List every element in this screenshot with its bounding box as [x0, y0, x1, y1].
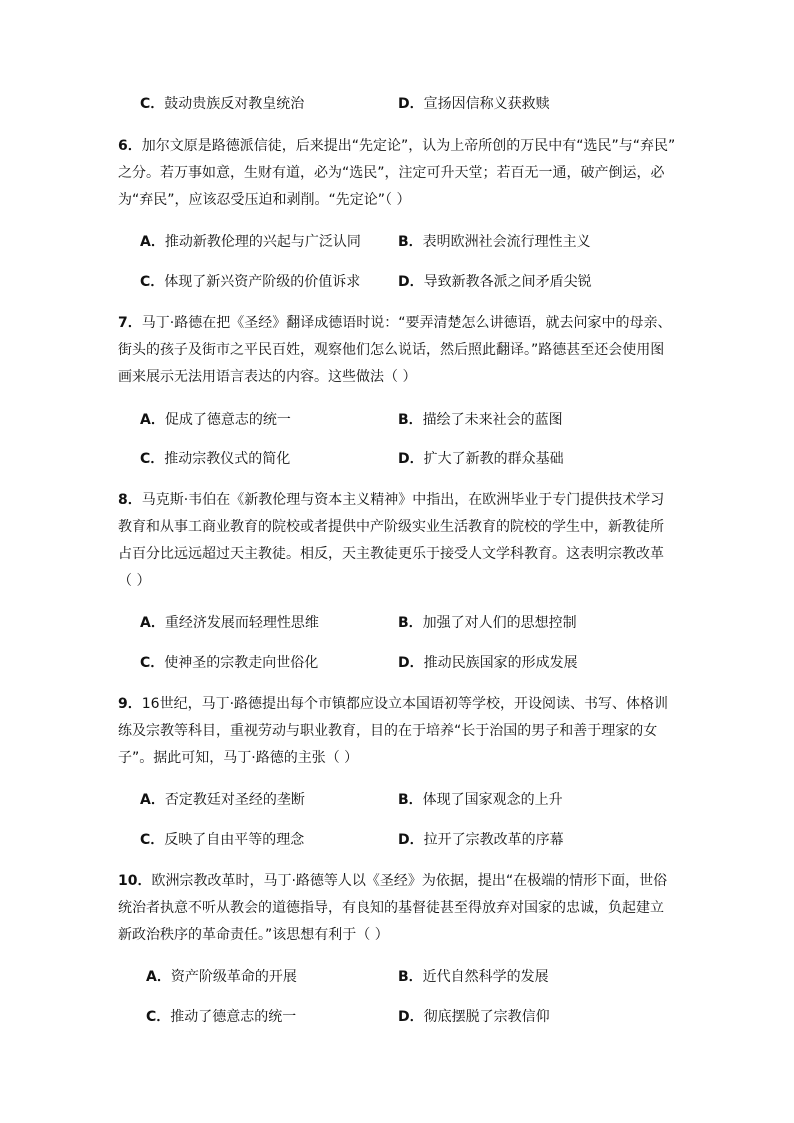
option-letter: A． [140, 412, 165, 428]
option-text: 推动民族国家的形成发展 [423, 655, 578, 671]
question-6-stem [118, 133, 678, 214]
option-a [140, 611, 319, 635]
option-d [398, 828, 564, 852]
stem-line: 教育和从事工商业教育的院校或者提供中产阶级实业生活教育的院校的学生中，新教徒所 [118, 519, 664, 535]
option-text: 否定教廷对圣经的垄断 [164, 792, 305, 808]
option-letter: A． [140, 615, 165, 631]
option-letter: A． [146, 969, 171, 985]
option-b [398, 965, 549, 989]
option-letter: B． [398, 615, 423, 631]
option-letter: C． [140, 832, 165, 848]
stem-line: 占百分比远远超过天主教徒。相反，天主教徒更乐于接受人文学科教育。这表明宗教改革 [118, 546, 664, 562]
option-letter: D． [398, 96, 424, 112]
option-letter: D． [398, 1009, 424, 1025]
option-c [140, 270, 360, 294]
question-8-stem [118, 487, 678, 595]
question-number: 6． [118, 138, 142, 154]
stem-line [118, 310, 678, 337]
option-text: 近代自然科学的发展 [422, 969, 549, 985]
question-number: 10． [118, 873, 152, 889]
option-text: 拉开了宗教改革的序幕 [423, 832, 564, 848]
option-text: 促成了德意志的统一 [164, 412, 291, 428]
option-letter: D． [398, 451, 424, 467]
option-a [140, 230, 361, 254]
question-7-options-ab [0, 408, 794, 432]
option-text: 推动宗教仪式的简化 [164, 451, 291, 467]
option-text: 使神圣的宗教走向世俗化 [164, 655, 319, 671]
stem-line: 练及宗教等科目，重视劳动与职业教育，目的在于培养“长于治国的男子和善于理家的女 [118, 723, 658, 739]
option-letter: A． [140, 792, 165, 808]
option-b [398, 230, 591, 254]
stem-line [118, 133, 678, 160]
option-text: 体现了新兴资产阶级的价值诉求 [164, 274, 361, 290]
stem-text: 马克斯·韦伯在《新教伦理与资本主义精神》中指出，在欧洲毕业于专门提供技术学习 [141, 492, 665, 508]
option-text: 体现了国家观念的上升 [422, 792, 563, 808]
option-c [146, 1005, 296, 1029]
stem-line: 新政治秩序的革命责任。”该思想有利于（ ） [118, 927, 389, 943]
stem-line: 之分。若万事如意，生财有道，必为“选民”，注定可升天堂；若百无一通，破产倒运，必 [118, 165, 665, 181]
option-letter: B． [398, 412, 423, 428]
question-5-options-cd [0, 92, 794, 116]
option-c [140, 92, 304, 116]
option-text: 彻底摆脱了宗教信仰 [423, 1009, 550, 1025]
option-letter: A． [140, 234, 165, 250]
option-letter: C． [140, 96, 165, 112]
stem-line: 为“弃民”，应该忍受压迫和剥削。“先定论”（ ） [118, 192, 411, 208]
stem-line: （ ） [118, 573, 151, 589]
question-8-options-ab [0, 611, 794, 635]
stem-line: 子”。据此可知，马丁·路德的主张（ ） [118, 750, 359, 766]
option-text: 宣扬因信称义获救赎 [423, 96, 550, 112]
question-number: 8． [118, 492, 142, 508]
option-letter: C． [146, 1009, 171, 1025]
option-a [140, 788, 305, 812]
question-9-stem [118, 691, 678, 772]
option-text: 鼓动贵族反对教皇统治 [164, 96, 305, 112]
option-text: 描绘了未来社会的蓝图 [422, 412, 563, 428]
option-text: 重经济发展而轻理性思维 [164, 615, 319, 631]
option-letter: C． [140, 655, 165, 671]
stem-text: 欧洲宗教改革时，马丁·路德等人以《圣经》为依据，提出“在极端的情形下面，世俗 [151, 873, 668, 889]
stem-line: 街头的孩子及街市之平民百姓，观察他们怎么说话，然后照此翻译。”路德甚至还会使用图 [118, 342, 665, 358]
question-6-options-ab [0, 230, 794, 254]
option-letter: B． [398, 792, 423, 808]
option-d [398, 92, 550, 116]
question-number: 9． [118, 696, 142, 712]
option-b [398, 408, 563, 432]
option-text: 导致新教各派之间矛盾尖锐 [423, 274, 592, 290]
stem-text: 加尔文原是路德派信徒，后来提出“先定论”，认为上帝所创的万民中有“选民”与“弃民” [141, 138, 676, 154]
stem-line [118, 691, 678, 718]
option-letter: D． [398, 832, 424, 848]
question-10-stem [118, 868, 678, 949]
question-7-stem [118, 310, 678, 391]
stem-line: 画来展示无法用语言表达的内容。这些做法（ ） [118, 369, 417, 385]
stem-line: 统治者执意不听从教会的道德指导，有良知的基督徒甚至得放弃对国家的忠诚，负起建立 [118, 900, 664, 916]
option-text: 推动了德意志的统一 [170, 1009, 297, 1025]
option-b [398, 788, 563, 812]
option-c [140, 828, 304, 852]
option-a [140, 408, 291, 432]
option-d [398, 1005, 550, 1029]
option-letter: C． [140, 451, 165, 467]
option-letter: D． [398, 655, 424, 671]
option-letter: C． [140, 274, 165, 290]
option-text: 表明欧洲社会流行理性主义 [422, 234, 591, 250]
stem-line [118, 868, 678, 895]
option-text: 扩大了新教的群众基础 [423, 451, 564, 467]
option-d [398, 270, 592, 294]
stem-line [118, 487, 678, 514]
option-b [398, 611, 577, 635]
option-text: 资产阶级革命的开展 [170, 969, 297, 985]
question-9-options-cd [0, 828, 794, 852]
question-10-options-ab [0, 965, 794, 989]
question-8-options-cd [0, 651, 794, 675]
option-text: 反映了自由平等的理念 [164, 832, 305, 848]
question-9-options-ab [0, 788, 794, 812]
option-c [140, 447, 290, 471]
question-7-options-cd [0, 447, 794, 471]
option-d [398, 447, 564, 471]
option-text: 推动新教伦理的兴起与广泛认同 [164, 234, 361, 250]
stem-text: 16世纪，马丁·路德提出每个市镇都应设立本国语初等学校，开设阅读、书写、体格训 [141, 696, 669, 712]
option-a [146, 965, 297, 989]
option-letter: B． [398, 234, 423, 250]
question-6-options-cd [0, 270, 794, 294]
option-letter: B． [398, 969, 423, 985]
stem-text: 马丁·路德在把《圣经》翻译成德语时说：“要弄清楚怎么讲德语，就去问家中的母亲、 [141, 315, 672, 331]
option-c [140, 651, 318, 675]
question-10-options-cd [0, 1005, 794, 1029]
option-text: 加强了对人们的思想控制 [422, 615, 577, 631]
option-letter: D． [398, 274, 424, 290]
question-number: 7． [118, 315, 142, 331]
option-d [398, 651, 578, 675]
